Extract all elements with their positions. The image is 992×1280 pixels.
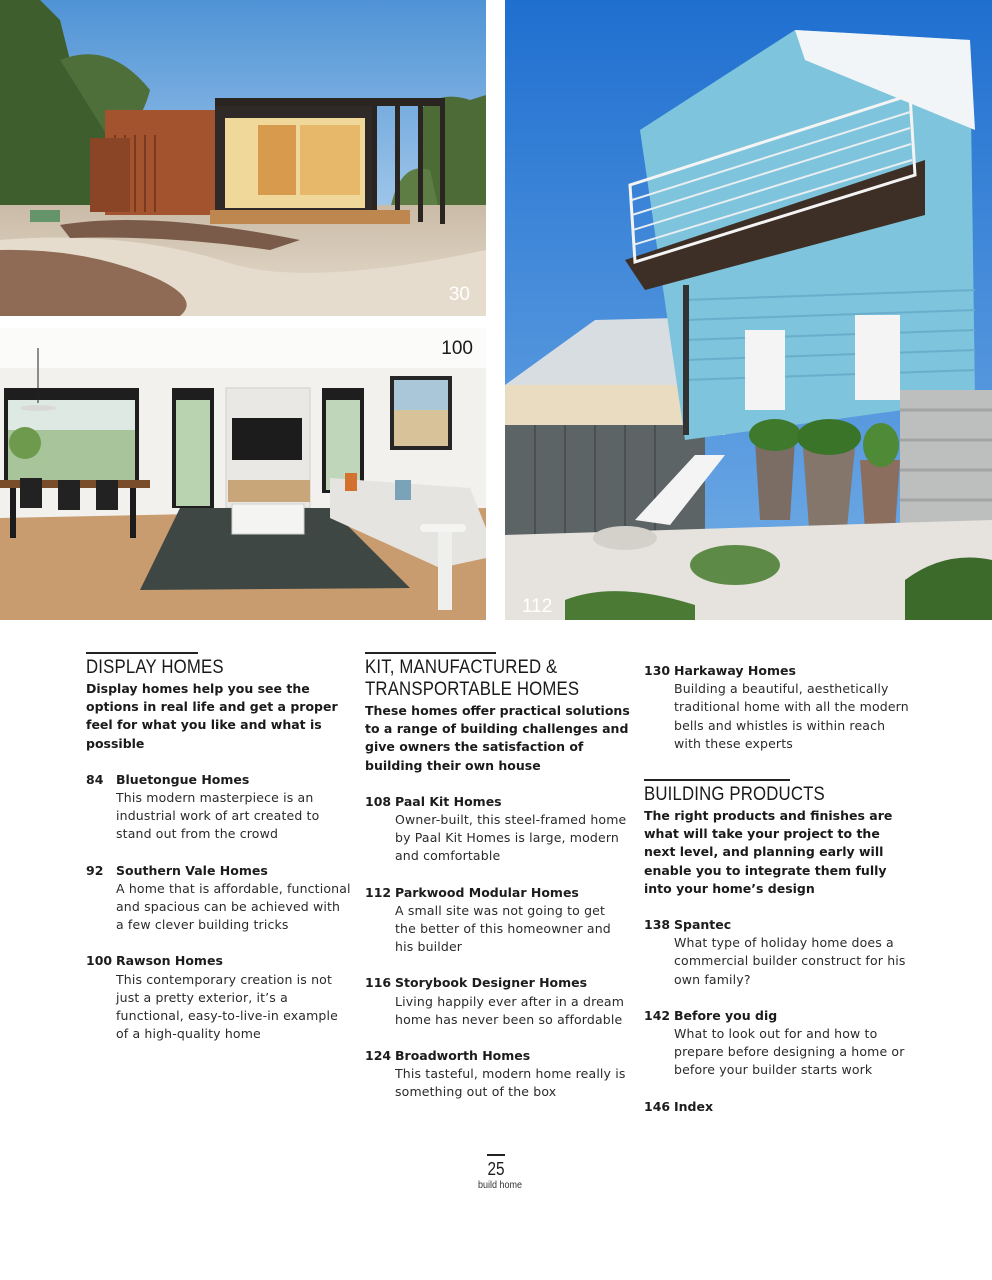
toc-entry[interactable] <box>86 862 351 935</box>
section-title: BUILDING PRODUCTS <box>644 783 825 806</box>
entry-page: 100 <box>86 953 113 969</box>
entry-text: Building a beautiful, aesthetically traditional home with all the modern bells and whistles is within reach with these experts <box>674 681 909 751</box>
entry-text: Owner-built, this steel-framed home by Paal Kit Homes is large, modern and comfortable <box>395 812 627 864</box>
section-rule <box>365 652 496 654</box>
toc-entry[interactable] <box>644 662 909 753</box>
entry-text: This contemporary creation is not just a pretty exterior, it’s a functional, easy-to-live-in example of a high-quality home <box>116 971 338 1042</box>
entry-title: Storybook Designer Homes <box>395 975 588 991</box>
section-kit-homes <box>365 652 630 1102</box>
toc-entry[interactable] <box>86 952 351 1043</box>
section-title: DISPLAY HOMES <box>86 656 224 678</box>
section-building-products <box>644 662 909 1116</box>
toc-entry[interactable] <box>644 1007 909 1080</box>
entry-page: 138 <box>644 917 671 933</box>
entry-title: Before you dig <box>674 1007 778 1023</box>
photo-blue-house <box>505 0 992 620</box>
section-description: The right products and finishes are what will take your project to the next level, and planning early will enable you to integrate them fully into your home’s design <box>644 808 893 896</box>
entry-title: Parkwood Modular Homes <box>395 884 579 900</box>
entry-title: Harkaway Homes <box>674 663 796 678</box>
entry-page: 146 <box>644 1098 671 1114</box>
photo-timber-house <box>0 0 486 316</box>
entry-title: Rawson Homes <box>116 953 223 969</box>
folio-rule <box>487 1154 505 1156</box>
toc-entry[interactable] <box>365 974 630 1029</box>
section-rule <box>644 779 790 781</box>
page-ref-30: 30 <box>448 284 470 305</box>
entry-page: 92 <box>86 862 104 878</box>
toc-entry[interactable] <box>365 793 630 866</box>
entry-text: Living happily ever after in a dream home has never been so affordable <box>395 993 625 1027</box>
page-folio <box>476 1154 523 1191</box>
entry-page: 112 <box>365 884 392 900</box>
section-description: Display homes help you see the options in real life and get a proper feel for what you like and what is possible <box>86 681 338 751</box>
entry-title: Index <box>674 1098 714 1114</box>
photo-living-room <box>0 328 486 620</box>
section-description: These homes offer practical solutions to a range of building challenges and give owners the satisfaction of building their own house <box>365 703 630 773</box>
toc-entry[interactable] <box>86 771 351 844</box>
page-number: 25 <box>487 1159 505 1179</box>
entry-page: 116 <box>365 975 392 991</box>
entry-title: Southern Vale Homes <box>116 862 268 878</box>
entry-page: 108 <box>365 793 392 809</box>
entry-text: This modern masterpiece is an industrial work of art created to stand out from the crowd <box>116 790 320 842</box>
entry-page: 84 <box>86 771 104 787</box>
page-ref-112: 112 <box>522 596 553 617</box>
entry-page: 124 <box>365 1048 392 1064</box>
section-title-line1: KIT, MANUFACTURED & <box>365 656 558 678</box>
entry-text: What type of holiday home does a commercial builder construct for his own family? <box>674 935 906 987</box>
entry-title: Bluetongue Homes <box>116 771 250 787</box>
section-title-line2: TRANSPORTABLE HOMES <box>365 678 580 700</box>
page-ref-100: 100 <box>441 338 473 359</box>
entry-text: A small site was not going to get the better of this homeowner and his builder <box>395 902 611 955</box>
entry-page: 130 <box>644 663 671 678</box>
entry-page: 142 <box>644 1007 671 1023</box>
entry-text: This tasteful, modern home really is something out of the box <box>395 1066 626 1100</box>
section-rule <box>86 652 198 654</box>
section-display-homes <box>86 652 351 1043</box>
toc-entry[interactable] <box>644 916 909 989</box>
entry-title: Paal Kit Homes <box>395 793 502 809</box>
magazine-name: build home <box>478 1180 523 1191</box>
entry-title: Broadworth Homes <box>395 1048 531 1064</box>
entry-text: What to look out for and how to prepare before designing a home or before your builder starts work <box>674 1026 905 1078</box>
entry-title: Spantec <box>674 917 732 933</box>
toc-entry[interactable] <box>365 884 630 957</box>
toc-entry[interactable] <box>644 1098 909 1116</box>
entry-text: A home that is affordable, functional and spacious can be achieved with a few clever building tricks <box>116 880 351 933</box>
toc-entry[interactable] <box>365 1047 630 1102</box>
